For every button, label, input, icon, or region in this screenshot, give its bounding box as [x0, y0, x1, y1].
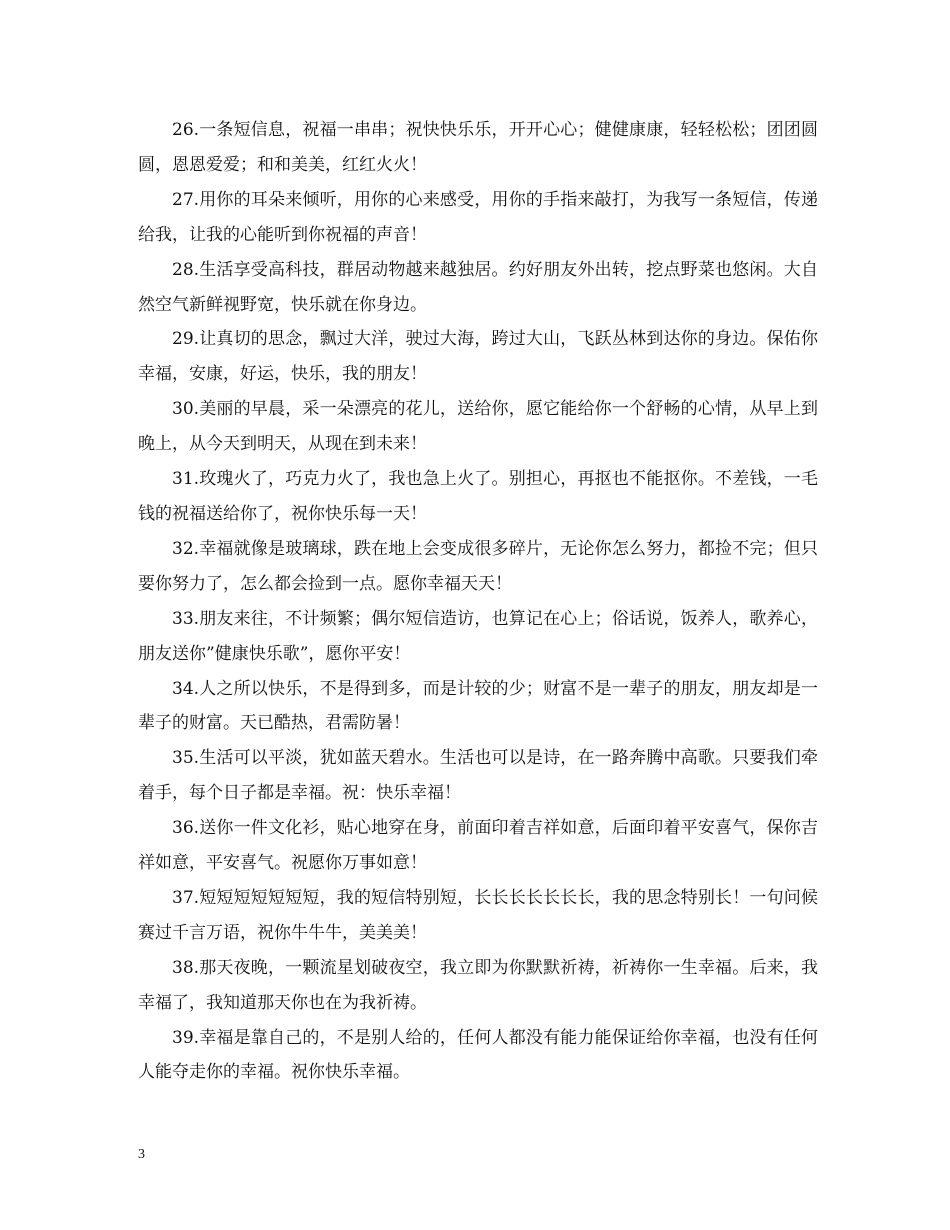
- paragraph-29: 29.让真切的思念，飘过大洋，驶过大海，跨过大山，飞跃丛林到达你的身边。保佑你幸福，安康，好运，快乐，我的朋友！: [138, 329, 818, 385]
- paragraph-35: 35.生活可以平淡，犹如蓝天碧水。生活也可以是诗，在一路奔腾中高歌。只要我们牵着手，每个日子都是幸福。祝：快乐幸福！: [138, 748, 818, 804]
- paragraph-30: 30.美丽的早晨，采一朵漂亮的花儿，送给你，愿它能给你一个舒畅的心情，从早上到晚上，从今天到明天，从现在到未来！: [138, 399, 818, 455]
- paragraph-37: 37.短短短短短短短，我的短信特别短，长长长长长长长，我的思念特别长！一句问候赛过千言万语，祝你牛牛牛，美美美！: [138, 887, 818, 943]
- paragraph-38: 38.那天夜晚，一颗流星划破夜空，我立即为你默默祈祷，祈祷你一生幸福。后来，我幸福了，我知道那天你也在为我祈祷。: [138, 957, 818, 1013]
- paragraph-26: 26.一条短信息，祝福一串串；祝快快乐乐，开开心心；健健康康，轻轻松松；团团圆圆，恩恩爱爱；和和美美，红红火火！: [138, 120, 818, 175]
- paragraph-39: 39.幸福是靠自己的，不是别人给的，任何人都没有能力能保证给你幸福，也没有任何人能夺走你的幸福。祝你快乐幸福。: [138, 1027, 818, 1083]
- paragraph-31: 31.玫瑰火了，巧克力火了，我也急上火了。别担心，再抠也不能抠你。不差钱，一毛钱的祝福送给你了，祝你快乐每一天！: [138, 469, 818, 524]
- body-text: [138, 113, 818, 1090]
- paragraph-33: 33.朋友来往，不计频繁；偶尔短信造访，也算记在心上；俗话说，饭养人，歌养心，朋友送你”健康快乐歌”，愿你平安！: [138, 608, 818, 664]
- paragraph-28: 28.生活享受高科技，群居动物越来越独居。约好朋友外出转，挖点野菜也悠闲。大自然空气新鲜视野宽，快乐就在你身边。: [138, 259, 818, 315]
- paragraph-34: 34.人之所以快乐，不是得到多，而是计较的少；财富不是一辈子的朋友，朋友却是一辈子的财富。天已酷热，君需防暑！: [138, 678, 818, 734]
- paragraph-27: 27.用你的耳朵来倾听，用你的心来感受，用你的手指来敲打，为我写一条短信，传递给我，让我的心能听到你祝福的声音！: [138, 189, 818, 245]
- page-number: 3: [138, 1147, 145, 1162]
- paragraph-32: 32.幸福就像是玻璃球，跌在地上会变成很多碎片，无论你怎么努力，都捡不完；但只要你努力了，怎么都会捡到一点。愿你幸福天天！: [138, 538, 818, 594]
- paragraph-36: 36.送你一件文化衫，贴心地穿在身，前面印着吉祥如意，后面印着平安喜气，保你吉祥如意，平安喜气。祝愿你万事如意！: [138, 818, 818, 874]
